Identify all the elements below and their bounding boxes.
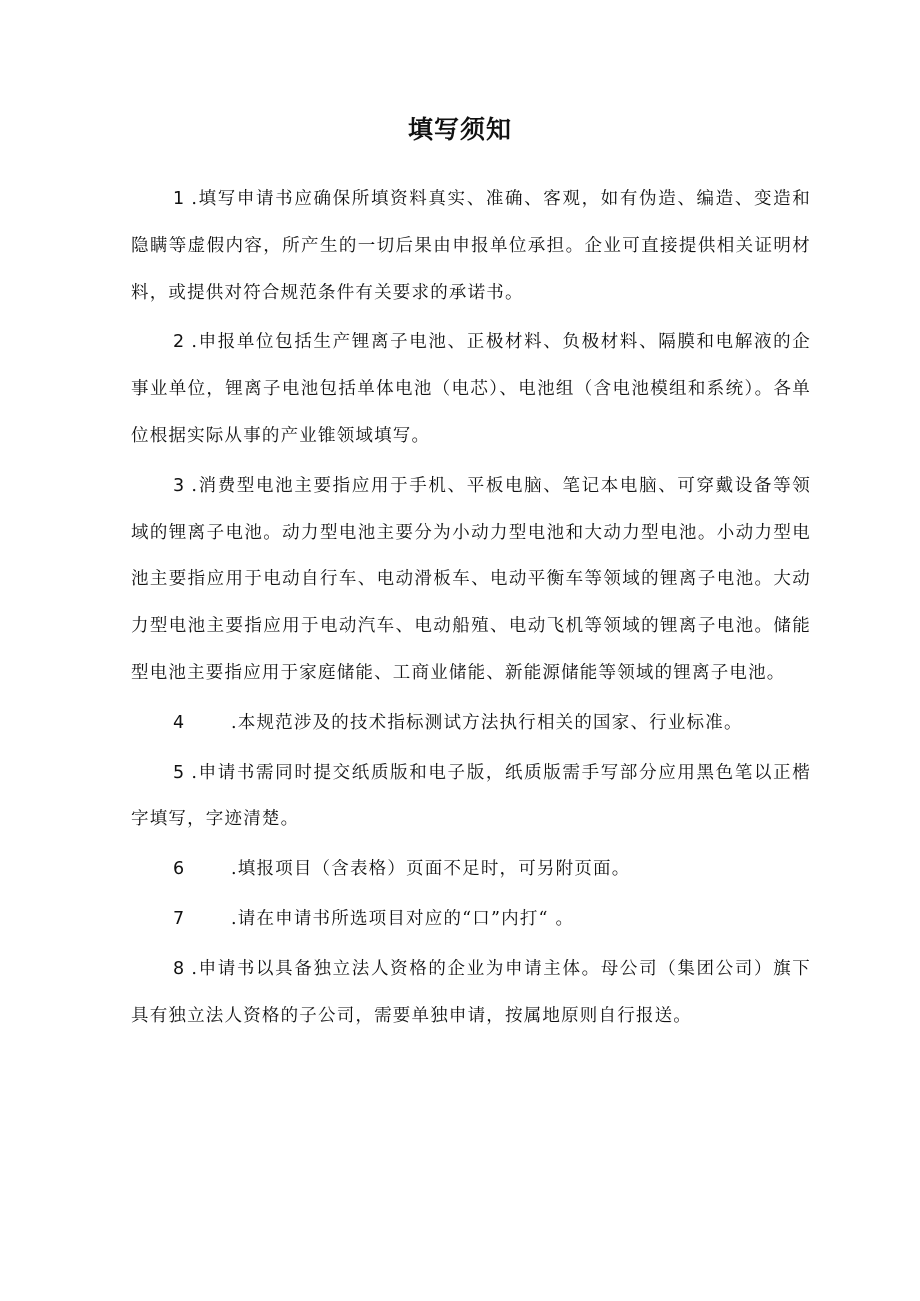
instruction-item-5 — [131, 750, 811, 844]
instruction-item-4 — [131, 700, 811, 747]
item-number: 2 — [173, 332, 185, 353]
item-number: 6 — [173, 859, 185, 880]
item-number: 4 — [173, 712, 185, 733]
item-text: .填报项目（含表格）页面不足时，可另附页面。 — [231, 859, 631, 880]
item-text: .申请书需同时提交纸质版和电子版，纸质版需手写部分应用黑色笔以正楷字填写，字迹清楚。 — [131, 762, 811, 830]
item-number: 1 — [173, 189, 185, 209]
page-title: 填写须知 — [407, 115, 512, 144]
item-text: .填写申请书应确保所填资料真实、准确、客观，如有伪造、编造、变造和隐瞒等虚假内容，所产生的一切后果由申报单位承担。企业可直接提供相关证明材料，或提供对符合规范条件有关要求的承诺书。 — [131, 189, 811, 303]
item-number: 7 — [173, 908, 185, 929]
instruction-item-7 — [131, 896, 811, 943]
instruction-item-6 — [131, 846, 811, 893]
item-number: 5 — [173, 762, 185, 783]
item-text: .申报单位包括生产锂离子电池、正极材料、负极材料、隔膜和电解液的企事业单位，锂离子电池包括单体电池（电芯）、电池组（含电池模组和系统）。各单位根据实际从事的产业锥领域填写。 — [131, 332, 811, 446]
instruction-item-8 — [131, 946, 811, 1040]
item-number: 3 — [173, 475, 185, 496]
item-number: 8 — [173, 958, 185, 979]
item-text: .本规范涉及的技术指标测试方法执行相关的国家、行业标准。 — [231, 712, 743, 733]
item-text: .消费型电池主要指应用于手机、平板电脑、笔记本电脑、可穿戴设备等领域的锂离子电池。动力型电池主要分为小动力型电池和大动力型电池。小动力型电池主要指应用于电动自行车、电动滑板车、电动平衡车等领域的锂离子电池。大动力型电池主要指应用于电动汽车、电动船殖、电动飞机等领域的锂离子电池。储能型电池主要指应用于家庭储能、工商业储能、新能源储能等领域的锂离子电池。 — [131, 475, 811, 683]
instruction-item-2 — [131, 319, 811, 459]
instruction-item-3 — [131, 463, 811, 697]
item-text: .申请书以具备独立法人资格的企业为申请主体。母公司（集团公司）旗下具有独立法人资格的子公司，需要单独申请，按属地原则自行报送。 — [131, 958, 811, 1026]
instructions-list — [131, 176, 811, 1039]
item-text: .请在申请书所选项目对应的“口”内打“ 。 — [231, 908, 575, 929]
instruction-item-1 — [131, 176, 811, 316]
